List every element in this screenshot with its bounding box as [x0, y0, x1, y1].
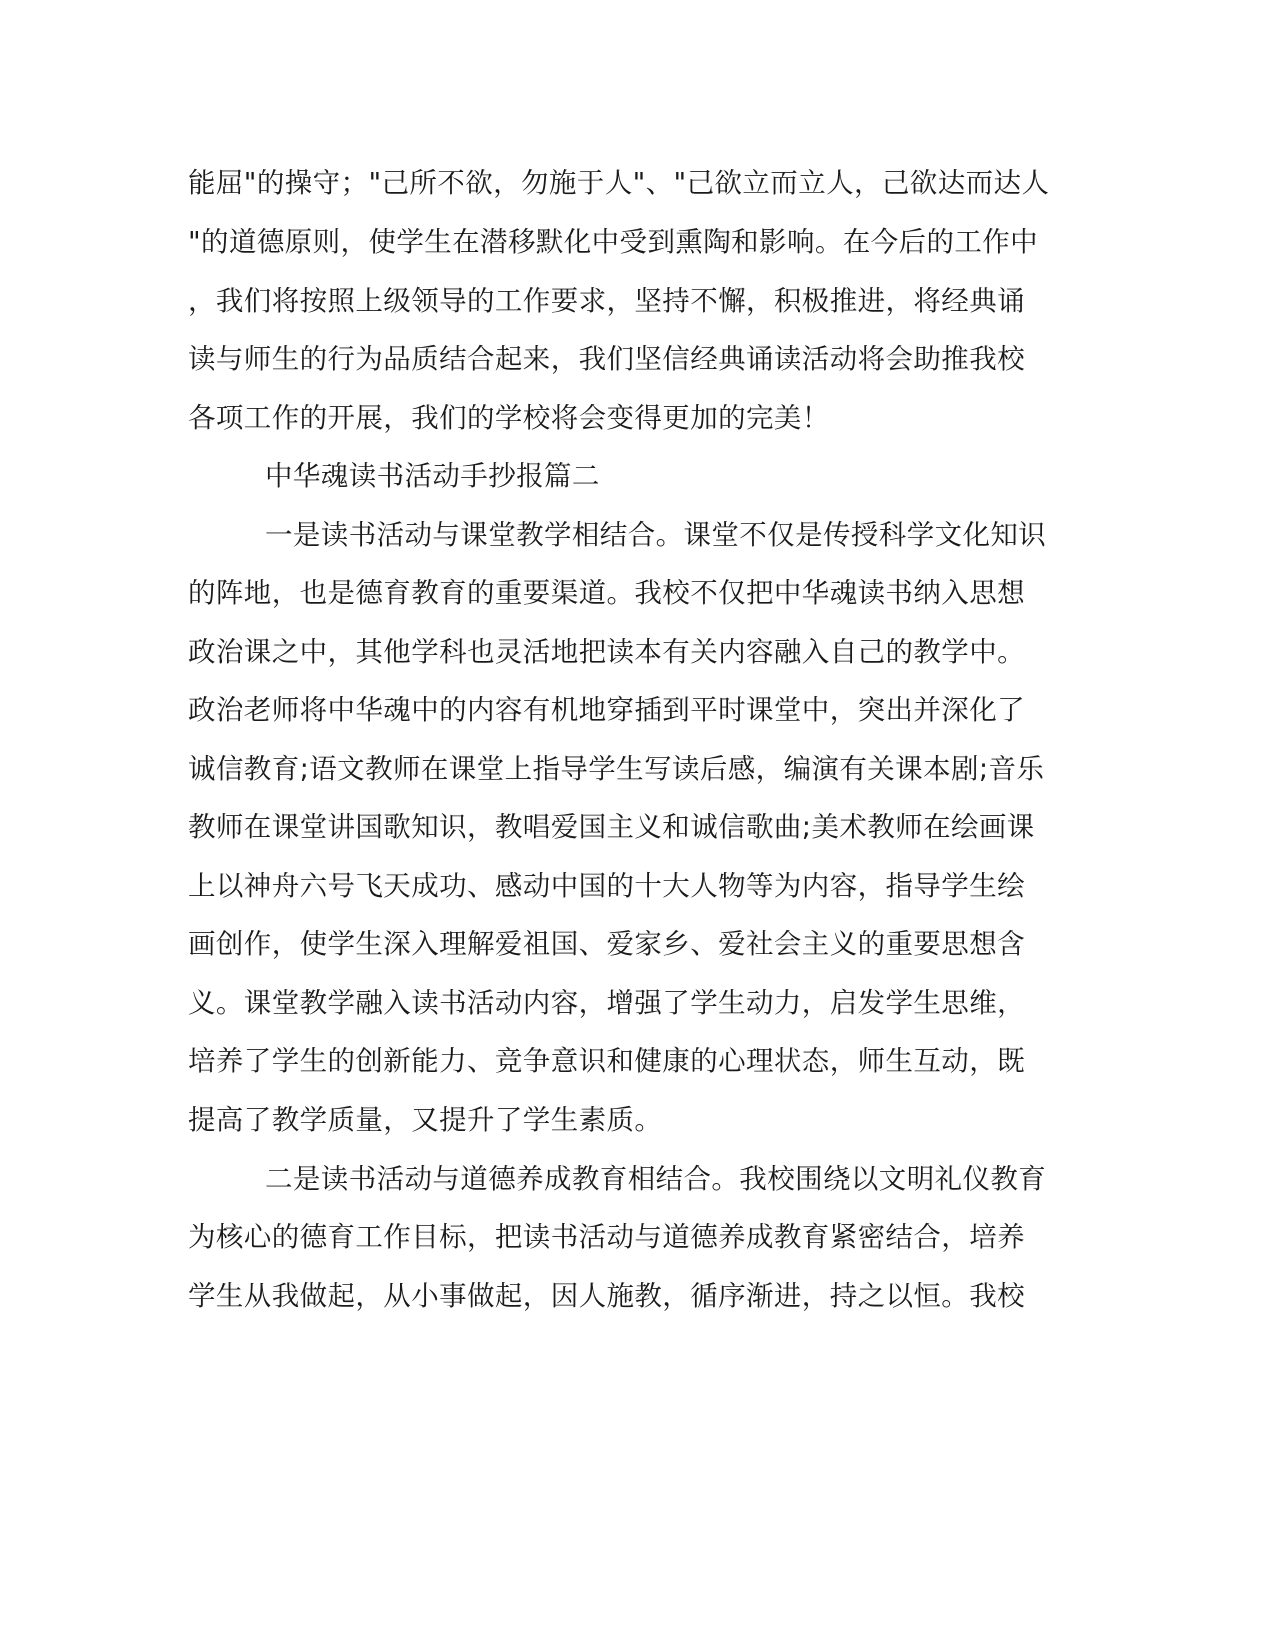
paragraph-start-line: 一是读书活动与课堂教学相结合。课堂不仅是传授科学文化知识: [265, 519, 1047, 551]
text-line: 培养了学生的创新能力、竞争意识和健康的心理状态，师生互动，既: [188, 1045, 1025, 1077]
text-line: 政治课之中，其他学科也灵活地把读本有关内容融入自己的教学中。: [188, 636, 1025, 668]
text-line: 政治老师将中华魂中的内容有机地穿插到平时课堂中，突出并深化了: [188, 694, 1025, 726]
section-heading: 中华魂读书活动手抄报篇二: [265, 460, 600, 492]
text-line: ，我们将按照上级领导的工作要求，坚持不懈，积极推进，将经典诵: [188, 285, 1025, 317]
text-line: 的阵地，也是德育教育的重要渠道。我校不仅把中华魂读书纳入思想: [188, 577, 1025, 609]
text-line: 学生从我做起，从小事做起，因人施教，循序渐进，持之以恒。我校: [188, 1280, 1025, 1312]
text-line: 各项工作的开展，我们的学校将会变得更加的完美！: [188, 402, 830, 434]
paragraph-start-line: 二是读书活动与道德养成教育相结合。我校围绕以文明礼仪教育: [265, 1163, 1047, 1195]
text-line: "的道德原则，使学生在潜移默化中受到熏陶和影响。在今后的工作中: [188, 226, 1039, 258]
text-line: 上以神舟六号飞天成功、感动中国的十大人物等为内容，指导学生绘: [188, 870, 1025, 902]
text-line: 能屈"的操守；"己所不欲，勿施于人"、"己欲立而立人，己欲达而达人: [188, 167, 1050, 199]
text-line: 诚信教育;语文教师在课堂上指导学生写读后感，编演有关课本剧;音乐: [188, 753, 1045, 785]
text-line: 提高了教学质量，又提升了学生素质。: [188, 1104, 663, 1136]
text-line: 为核心的德育工作目标，把读书活动与道德养成教育紧密结合，培养: [188, 1221, 1025, 1253]
text-line: 读与师生的行为品质结合起来，我们坚信经典诵读活动将会助推我校: [188, 343, 1025, 375]
text-line: 画创作，使学生深入理解爱祖国、爱家乡、爱社会主义的重要思想含: [188, 928, 1025, 960]
text-line: 义。课堂教学融入读书活动内容，增强了学生动力，启发学生思维，: [188, 987, 1025, 1019]
text-line: 教师在课堂讲国歌知识，教唱爱国主义和诚信歌曲;美术教师在绘画课: [188, 811, 1035, 843]
